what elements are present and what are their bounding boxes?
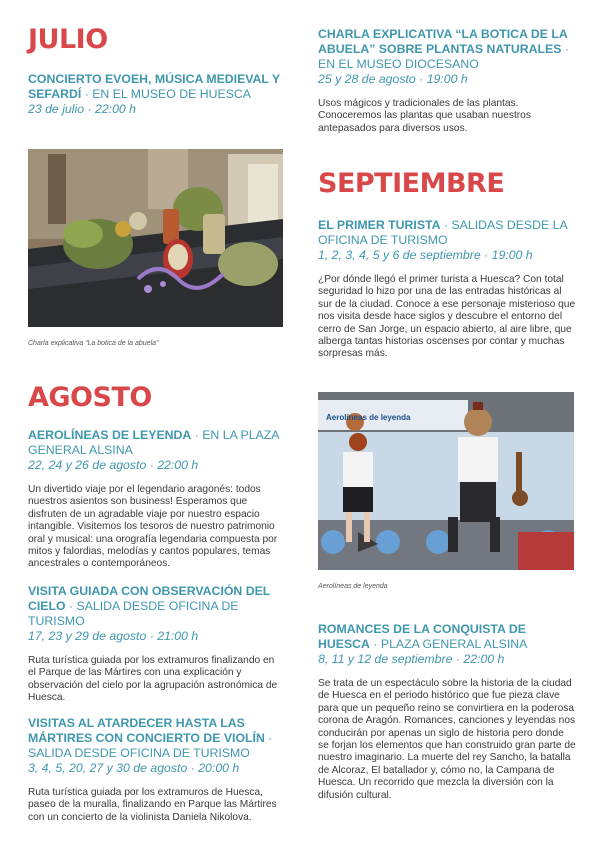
event-title: VISITAS AL ATARDECER HASTA LAS MÁRTIRES CON CONCIERTO DE VIOLÍN · SALIDA DESDE OFICINA DE TURISMO — [28, 716, 273, 760]
event-title: AEROLÍNEAS DE LEYENDA · EN LA PLAZA GENERAL ALSINA — [28, 428, 279, 457]
aerolineas-image — [318, 392, 574, 570]
photo-caption-aerolineas: Aerolíneas de leyenda — [318, 583, 388, 590]
month-heading-julio: JULIO — [28, 24, 108, 55]
event-date: 25 y 28 de agosto · 19:00 h — [318, 72, 468, 86]
event-description: Usos mágicos y tradicionales de las plantas. Conoceremos las plantas que usaban nuestros antepasados para diversos usos. — [318, 98, 531, 134]
event-aerolineas — [28, 428, 284, 571]
banner-text: Aerolíneas de leyenda — [326, 413, 411, 422]
event-date: 3, 4, 5, 20, 27 y 30 de agosto · 20:00 h — [28, 761, 240, 775]
event-date: 17, 23 y 29 de agosto · 21:00 h — [28, 629, 199, 643]
event-visita-cielo — [28, 584, 284, 705]
event-description: ¿Por dónde llegó el primer turista a Huesca? Con total seguridad lo hizo por una de las entradas históricas al sur de la ciudad. Conoce a ese personaje misterioso que nos visita desde hace siglos y descubre el entorno del cerro de San Jorge, un espacio abierto, al aire libre, que alberga tantas historias oscenses por contar y muchas sorpresas más. — [318, 274, 576, 360]
event-date: 8, 11 y 12 de septiembre · 22:00 h — [318, 652, 505, 666]
photo-aerolineas — [318, 392, 574, 570]
event-date: 23 de julio · 22:00 h — [28, 102, 137, 116]
event-romances-conquista — [318, 622, 576, 802]
event-date: 1, 2, 3, 4, 5 y 6 de septiembre · 19:00 h — [318, 248, 533, 262]
event-title: ROMANCES DE LA CONQUISTA DE HUESCA · PLAZA GENERAL ALSINA — [318, 622, 528, 651]
botica-image — [28, 149, 283, 327]
event-title: CONCIERTO EVOEH, MÚSICA MEDIEVAL Y SEFARDÍ · EN EL MUSEO DE HUESCA — [28, 72, 280, 101]
event-description: Un divertido viaje por el legendario aragonés: todos nuestros asientos son business! Esperamos que disfruten de un agradable viaje por nuestro espacio intangible. Visitemos los tesoros de nuestro patrimonio oral y musical: una orografía legendaria compuesta por mitos y falordias, melodías y cantos populares, temas ancestrales o contemporáneos. — [28, 484, 278, 570]
event-charla-botica — [318, 27, 576, 135]
event-concierto-evoeh — [28, 72, 284, 117]
event-title: CHARLA EXPLICATIVA “LA BOTICA DE LA ABUELA” SOBRE PLANTAS NATURALES · EN EL MUSEO DIOCESANO — [318, 27, 569, 71]
event-title: EL PRIMER TURISTA · SALIDAS DESDE LA OFICINA DE TURISMO — [318, 218, 567, 247]
event-description: Ruta turística guiada por los extramuros de Huesca, paseo de la muralla, finalizando en Parque las Mártires con un concierto de la violinista Daniela Nikolova. — [28, 787, 277, 823]
event-date: 22, 24 y 26 de agosto · 22:00 h — [28, 458, 199, 472]
month-heading-septiembre: SEPTIEMBRE — [318, 168, 505, 199]
photo-botica — [28, 149, 283, 327]
month-heading-agosto: AGOSTO — [28, 382, 152, 413]
event-title: VISITA GUIADA CON OBSERVACIÓN DEL CIELO · SALIDA DESDE OFICINA DE TURISMO — [28, 584, 271, 628]
event-visitas-atardecer — [28, 716, 284, 824]
event-description: Ruta turística guiada por los extramuros finalizando en el Parque de las Mártires con una explicación y observación del cielo por la agrupación astronómica de Huesca. — [28, 655, 278, 704]
event-primer-turista — [318, 218, 576, 361]
photo-caption-botica: Charla explicativa “La botica de la abuela” — [28, 340, 159, 347]
event-description: Se trata de un espectáculo sobre la historia de la ciudad de Huesca en el periodo histórico que fue pieza clave para que un pequeño reino se convirtiera en la poderosa corona de Aragón. Romances, canciones y leyendas nos conducirán por apenas un siglo de historia pero donde se forjan los elementos que han construido gran parte de nuestro imaginario. La muerte del rey Sancho, la batalla de Alcoraz, El batallador y, cómo no, la Campana de Huesca. Un recorrido que mezcla la diversión con la difusión cultural. — [318, 678, 576, 801]
